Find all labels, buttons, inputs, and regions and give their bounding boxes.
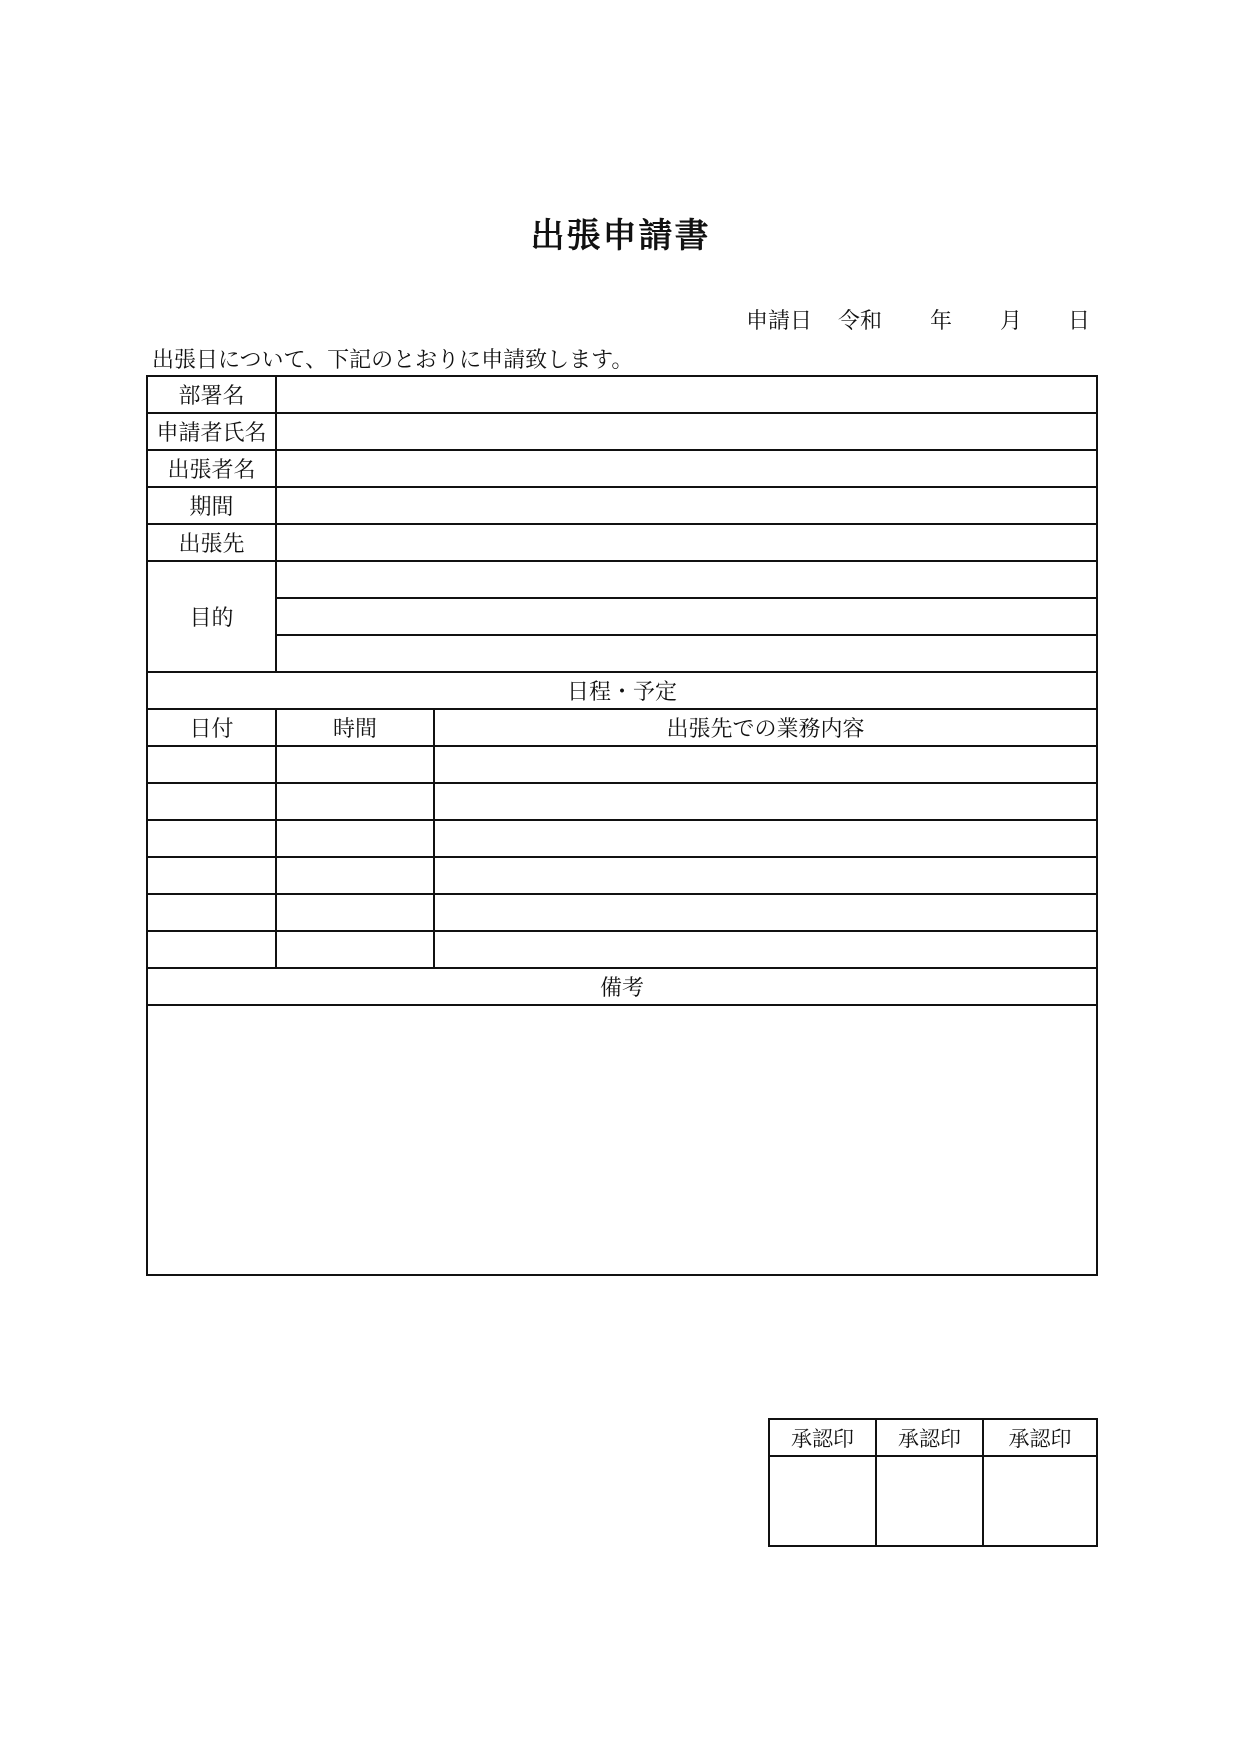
schedule-header-row <box>147 672 1097 709</box>
application-date-label: 申請日 <box>746 309 813 334</box>
schedule-header: 日程・予定 <box>147 672 1097 709</box>
schedule-time-cell[interactable] <box>276 857 434 894</box>
remarks-header-row <box>147 968 1097 1005</box>
approval-label: 承認印 <box>983 1419 1097 1456</box>
approval-stamp-box[interactable] <box>983 1456 1097 1546</box>
schedule-date-cell[interactable] <box>147 783 276 820</box>
schedule-row <box>147 931 1097 968</box>
schedule-task-cell[interactable] <box>434 931 1097 968</box>
day-label: 日 <box>1068 309 1091 334</box>
remarks-header: 備考 <box>147 968 1097 1005</box>
approval-label: 承認印 <box>769 1419 876 1456</box>
destination-label: 出張先 <box>147 524 276 561</box>
department-label: 部署名 <box>147 376 276 413</box>
approval-stamp-table <box>768 1418 1098 1547</box>
month-label: 月 <box>1000 309 1023 334</box>
purpose-line-3[interactable] <box>276 635 1097 672</box>
schedule-col-tasks: 出張先での業務内容 <box>434 709 1097 746</box>
schedule-col-time: 時間 <box>276 709 434 746</box>
schedule-row <box>147 894 1097 931</box>
traveler-name-value-cell[interactable] <box>276 450 1097 487</box>
schedule-task-cell[interactable] <box>434 857 1097 894</box>
year-label: 年 <box>930 309 953 334</box>
form-row-department <box>147 376 1097 413</box>
schedule-time-cell[interactable] <box>276 894 434 931</box>
form-row-period <box>147 487 1097 524</box>
schedule-task-cell[interactable] <box>434 894 1097 931</box>
department-value-cell[interactable] <box>276 376 1097 413</box>
intro-text: 出張日について、下記のとおりに申請致します。 <box>152 348 634 373</box>
schedule-date-cell[interactable] <box>147 820 276 857</box>
traveler-name-label: 出張者名 <box>147 450 276 487</box>
application-form-table <box>146 375 1098 1276</box>
schedule-row <box>147 857 1097 894</box>
application-date-line <box>746 304 1096 334</box>
schedule-row <box>147 783 1097 820</box>
approval-stamp-row <box>769 1456 1097 1546</box>
form-row-destination <box>147 524 1097 561</box>
schedule-row <box>147 746 1097 783</box>
document-title: 出張申請書 <box>530 216 711 256</box>
schedule-time-cell[interactable] <box>276 931 434 968</box>
purpose-line-2[interactable] <box>276 598 1097 635</box>
purpose-line-1[interactable] <box>276 561 1097 598</box>
purpose-label: 目的 <box>147 561 276 672</box>
form-row-applicant <box>147 413 1097 450</box>
schedule-time-cell[interactable] <box>276 746 434 783</box>
period-value-cell[interactable] <box>276 487 1097 524</box>
approval-label-row <box>769 1419 1097 1456</box>
era-label: 令和 <box>838 309 883 334</box>
form-row-traveler <box>147 450 1097 487</box>
form-row-purpose <box>147 561 1097 598</box>
approval-stamp-box[interactable] <box>876 1456 983 1546</box>
schedule-time-cell[interactable] <box>276 820 434 857</box>
schedule-row <box>147 820 1097 857</box>
schedule-columns-row <box>147 709 1097 746</box>
applicant-name-value-cell[interactable] <box>276 413 1097 450</box>
remarks-body-row <box>147 1005 1097 1275</box>
destination-value-cell[interactable] <box>276 524 1097 561</box>
schedule-date-cell[interactable] <box>147 746 276 783</box>
form-row-purpose-2 <box>147 598 1097 635</box>
remarks-body[interactable] <box>147 1005 1097 1275</box>
schedule-date-cell[interactable] <box>147 931 276 968</box>
schedule-task-cell[interactable] <box>434 746 1097 783</box>
schedule-time-cell[interactable] <box>276 783 434 820</box>
approval-label: 承認印 <box>876 1419 983 1456</box>
schedule-date-cell[interactable] <box>147 857 276 894</box>
schedule-col-date: 日付 <box>147 709 276 746</box>
form-row-purpose-3 <box>147 635 1097 672</box>
approval-stamp-box[interactable] <box>769 1456 876 1546</box>
period-label: 期間 <box>147 487 276 524</box>
schedule-task-cell[interactable] <box>434 820 1097 857</box>
applicant-name-label: 申請者氏名 <box>147 413 276 450</box>
schedule-date-cell[interactable] <box>147 894 276 931</box>
schedule-task-cell[interactable] <box>434 783 1097 820</box>
